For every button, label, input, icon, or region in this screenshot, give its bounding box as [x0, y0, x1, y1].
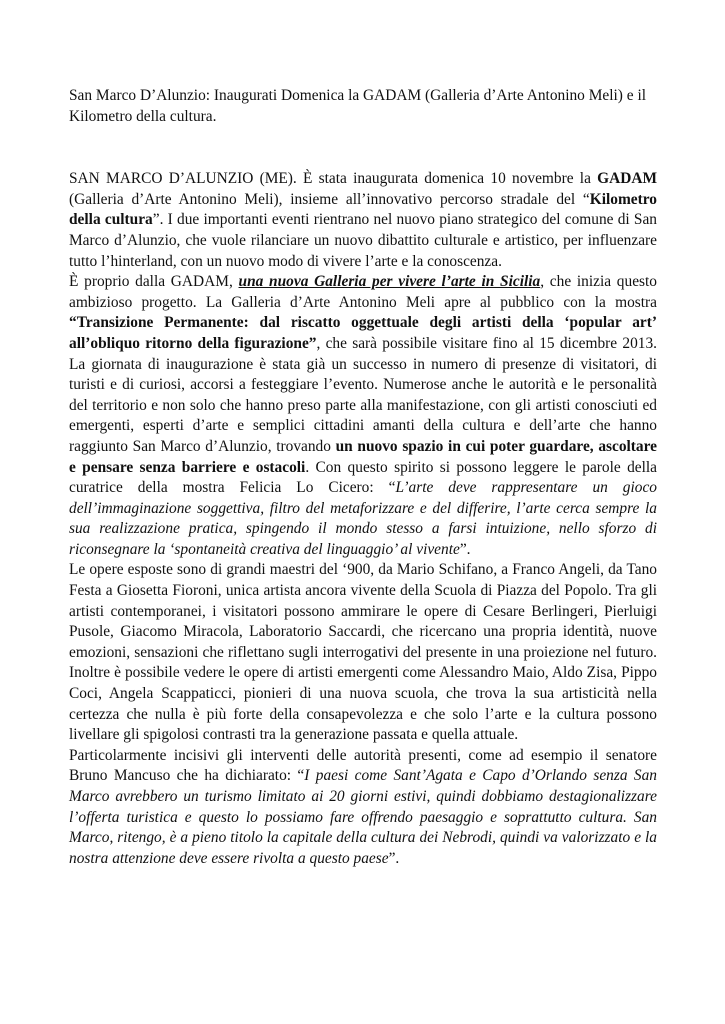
italic-quote: I paesi come Sant’Agata e Capo d’Orlando senza San Marco avrebbero un turismo limitato ai 20 giorni estivi, quindi dobbiamo destagionalizzare l’offerta turistica e questo lo possiamo fare offrendo paesaggio e soprattutto cultura. San Marco, ritengo, è a pieno titolo la capitale della cultura dei Nebrodi, quindi va valorizzato e la nostra attenzione deve essere rivolta a questo paese	[69, 767, 657, 867]
bold-text: un nuovo spazio in cui poter guardare, ascoltare e pensare senza barriere e ostacoli	[69, 437, 658, 476]
text-run: . Con questo spirito si possono leggere le parole della curatrice della mostra Felicia Lo Cicero: “	[69, 458, 657, 497]
paragraph-gallery	[69, 272, 657, 560]
document-title: San Marco D’Alunzio: Inaugurati Domenica la GADAM (Galleria d’Arte Antonino Meli) e il Kilometro della cultura.	[69, 87, 646, 125]
text-run: ”.	[388, 849, 400, 867]
text-run: ”.	[459, 540, 471, 558]
text-run: ”. I due importanti eventi rientrano nel nuovo piano strategico del comune di San Marco d’Alunzio, che vuole rilanciare un nuovo dibattito culturale e artistico, per influenzare tutto l’hinterland, con un nuovo modo di vivere l’arte e la conoscenza.	[69, 211, 657, 270]
underlined-emphasis: una nuova Galleria per vivere l’arte in Sicilia	[238, 273, 541, 291]
text-run: Particolarmente incisivi gli interventi delle autorità presenti, come ad esempio il senatore Bruno Mancuso che ha dichiarato: “	[69, 746, 657, 785]
paragraph-intro	[69, 169, 657, 272]
text-run: , che inizia questo ambizioso progetto. La Galleria d’Arte Antonino Meli apre al pubblico con la mostra	[69, 273, 657, 311]
document-page	[69, 86, 657, 869]
text-run: SAN MARCO D’ALUNZIO (ME). È stata inaugurata domenica 10 novembre la	[69, 170, 598, 188]
text-run: (Galleria d’Arte Antonino Meli), insieme all’innovativo percorso stradale del “	[69, 190, 590, 208]
text-run: Le opere esposte sono di grandi maestri del ‘900, da Mario Schifano, a Franco Angeli, da Tano Festa a Giosetta Fioroni, unica artista ancora vivente della Scuola di Piazza del Popolo. Tra gli artisti contemporanei, i visitatori possono ammirare le opere di Cesare Berlingeri, Pierluigi Pusole, Giacomo Miracola, Laboratorio Saccardi, che ricercano una propria identità, nuove emozioni, sensazioni che riflettano sugli interrogativi del presente in una proiezione nel futuro. Inoltre è possibile vedere le opere di artisti emergenti come Alessandro Maio, Aldo Zisa, Pippo Coci, Angela Scappaticci, pionieri di una nuova scuola, che trova la sua artisticità nella certezza che nulla è più forte della consapevolezza e che solo l’arte e la cultura possono livellare gli spigolosi contrasti tra la generazione passata e quella attuale.	[69, 561, 657, 744]
italic-quote: L’arte deve rappresentare un gioco dell’immaginazione soggettiva, filtro del metaforizzare e del differire, l’arte cerca sempre la sua realizzazione pratica, spingendo il mondo stesso a farsi intuizione, nello sforzo di riconsegnare la ‘spontaneità creativa del linguaggio’ al vivente	[69, 479, 657, 558]
paragraph-artists	[69, 560, 657, 745]
article-body	[69, 169, 657, 869]
paragraph-authorities	[69, 746, 657, 870]
bold-text: “Transizione Permanente: dal riscatto oggettuale degli artisti della ‘popular art’ all’obliquo ritorno della figurazione”	[69, 314, 657, 352]
text-run: È proprio dalla GADAM,	[69, 273, 239, 291]
bold-text: GADAM	[597, 170, 657, 188]
text-run: , che sarà possibile visitare fino al 15 dicembre 2013. La giornata di inaugurazione è stata già un successo in numero di presenze di visitatori, di turisti e di curiosi, accorsi a festeggiare l’evento. Numerose anche le autorità e le personalità del territorio e non solo che hanno preso parte alla manifestazione, con gli artisti conosciuti ed emergenti, esperti d’arte e semplici cittadini amanti della cultura e dell’arte che hanno raggiunto San Marco d’Alunzio, trovando	[69, 334, 658, 455]
bold-text: Kilometro della cultura	[69, 190, 657, 229]
